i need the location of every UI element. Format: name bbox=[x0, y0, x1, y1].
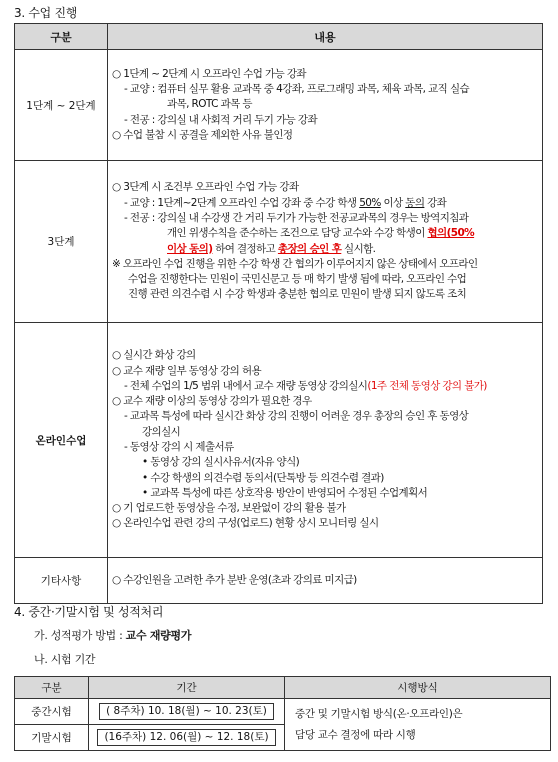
content-line: 수업을 진행한다는 민원이 국민신문고 등 매 학기 발생 됨에 따라, 오프라인 수업 bbox=[128, 273, 467, 286]
exam-period bbox=[89, 725, 285, 751]
row-category: 온라인수업 bbox=[15, 323, 108, 558]
section-3-title: 3. 수업 진행 bbox=[14, 6, 78, 20]
header-content: 내용 bbox=[108, 24, 543, 50]
exam-period bbox=[89, 699, 285, 725]
content-line: ○ 교수 재량 일부 동영상 강의 허용 bbox=[112, 364, 262, 377]
content-line: 진행 관련 의견수렴 시 수강 학생과 충분한 협의로 민원이 발생 되지 않도록 조치 bbox=[128, 288, 467, 301]
exam-method-line: 중간 및 기말시험 방식(온·오프라인)은 bbox=[295, 707, 463, 720]
underlined-50-percent: 50% bbox=[359, 196, 381, 209]
row-content bbox=[108, 161, 543, 323]
row-content bbox=[108, 323, 543, 558]
video-lecture-limit-note: (1주 전체 동영상 강의 불가) bbox=[367, 379, 487, 392]
highlight-consultation: 협의(50% bbox=[427, 227, 475, 240]
row-category: 기타사항 bbox=[15, 558, 108, 604]
highlight-president-approval: 총장의 승인 후 bbox=[277, 242, 342, 255]
class-operation-table bbox=[14, 23, 543, 604]
schedule-header-method: 시행방식 bbox=[285, 677, 551, 699]
row-category: 3단계 bbox=[15, 161, 108, 323]
exam-period-box: (16주차) 12. 06(월) ~ 12. 18(토) bbox=[97, 729, 275, 746]
table-row bbox=[15, 558, 543, 604]
header-category: 구분 bbox=[15, 24, 108, 50]
evaluation-method: 가. 성적평가 방법 : 교수 재량평가 bbox=[34, 629, 192, 642]
highlight-agreement: 이상 동의) bbox=[167, 242, 213, 255]
content-line: - 전공 : 강의실 내 수강생 간 거리 두기가 가능한 전공교과목의 경우는 방역지침과 bbox=[124, 211, 469, 224]
table-header-row bbox=[15, 24, 543, 50]
content-line: ○ 기 업로드한 동영상을 수정, 보완없이 강의 활용 불가 bbox=[112, 502, 346, 515]
content-line: 개인 위생수칙을 준수하는 조건으로 담당 교수와 수강 학생이 협의(50% bbox=[167, 227, 475, 240]
underlined-consent: 동의 bbox=[405, 196, 425, 209]
content-line: ○ 실시간 화상 강의 bbox=[112, 349, 196, 362]
content-line: - 교양 : 1단계~2단계 오프라인 수업 강좌 중 수강 학생 50% 이상 동의 강좌 bbox=[124, 196, 447, 209]
content-line: - 동영상 강의 시 제출서류 bbox=[124, 441, 234, 453]
schedule-header-period: 기간 bbox=[89, 677, 285, 699]
content-line: - 교과목 특성에 따라 실시간 화상 강의 진행이 어려운 경우 총장의 승인 후 동영상 bbox=[124, 410, 469, 423]
schedule-header-type: 구분 bbox=[15, 677, 89, 699]
schedule-header-row bbox=[15, 677, 551, 699]
content-line: 과목, ROTC 과목 등 bbox=[167, 98, 252, 111]
content-line: ○ 수업 불참 시 공결을 제외한 사유 불인정 bbox=[112, 128, 293, 141]
content-line: - 교양 : 컴퓨터 실무 활용 교과목 중 4강좌, 프로그래밍 과목, 체육 과목, 교직 실습 bbox=[124, 83, 470, 96]
exam-period-box: ( 8주차) 10. 18(월) ~ 10. 23(토) bbox=[99, 703, 274, 720]
content-line: - 전공 : 강의실 내 사회적 거리 두기 가능 강좌 bbox=[124, 113, 317, 126]
table-row bbox=[15, 323, 543, 558]
document-list-item: • 수강 학생의 의견수렴 동의서(단톡방 등 의견수렴 결과) bbox=[142, 471, 384, 484]
content-line: ○ 온라인수업 관련 강의 구성(업로드) 현황 상시 모니터링 실시 bbox=[112, 517, 379, 530]
exam-method bbox=[285, 699, 551, 751]
table-row bbox=[15, 161, 543, 323]
schedule-row bbox=[15, 699, 551, 725]
exam-period-title: 나. 시험 기간 bbox=[34, 653, 96, 666]
exam-schedule-table bbox=[14, 676, 551, 751]
document-list-item: • 동영상 강의 실시사유서(자유 양식) bbox=[142, 456, 300, 469]
content-line: ○ 교수 재량 이상의 동영상 강의가 필요한 경우 bbox=[112, 395, 312, 408]
content-line: ○ 3단계 시 조건부 오프라인 수업 가능 강좌 bbox=[112, 181, 299, 194]
exam-type: 기말시험 bbox=[15, 725, 89, 751]
content-line: 이상 동의) 하여 결정하고 총장의 승인 후 실시함. bbox=[167, 242, 376, 255]
row-content bbox=[108, 558, 543, 604]
row-content bbox=[108, 50, 543, 161]
row-category: 1단계 ~ 2단계 bbox=[15, 50, 108, 161]
exam-type: 중간시험 bbox=[15, 699, 89, 725]
evaluation-method-value: 교수 재량평가 bbox=[125, 629, 192, 642]
table-row bbox=[15, 50, 543, 161]
content-line: ○ 1단계 ~ 2단계 시 오프라인 수업 가능 강좌 bbox=[112, 67, 306, 80]
content-line: ※ 오프라인 수업 진행을 위한 수강 학생 간 협의가 이루어지지 않은 상태에서 오프라인 bbox=[112, 257, 478, 270]
content-line: ○ 수강인원을 고려한 추가 분반 운영(초과 강의료 미지급) bbox=[112, 573, 357, 586]
content-line: 강의실시 bbox=[142, 425, 181, 438]
exam-method-line: 담당 교수 결정에 따라 시행 bbox=[295, 728, 416, 741]
content-line: - 전체 수업의 1/5 범위 내에서 교수 재량 동영상 강의실시(1주 전체 동영상 강의 불가) bbox=[124, 379, 487, 392]
section-4-title: 4. 중간·기말시험 및 성적처리 bbox=[14, 605, 164, 619]
document-list-item: • 교과목 특성에 따른 상호작용 방안이 반영되어 수정된 수업계획서 bbox=[142, 486, 428, 499]
